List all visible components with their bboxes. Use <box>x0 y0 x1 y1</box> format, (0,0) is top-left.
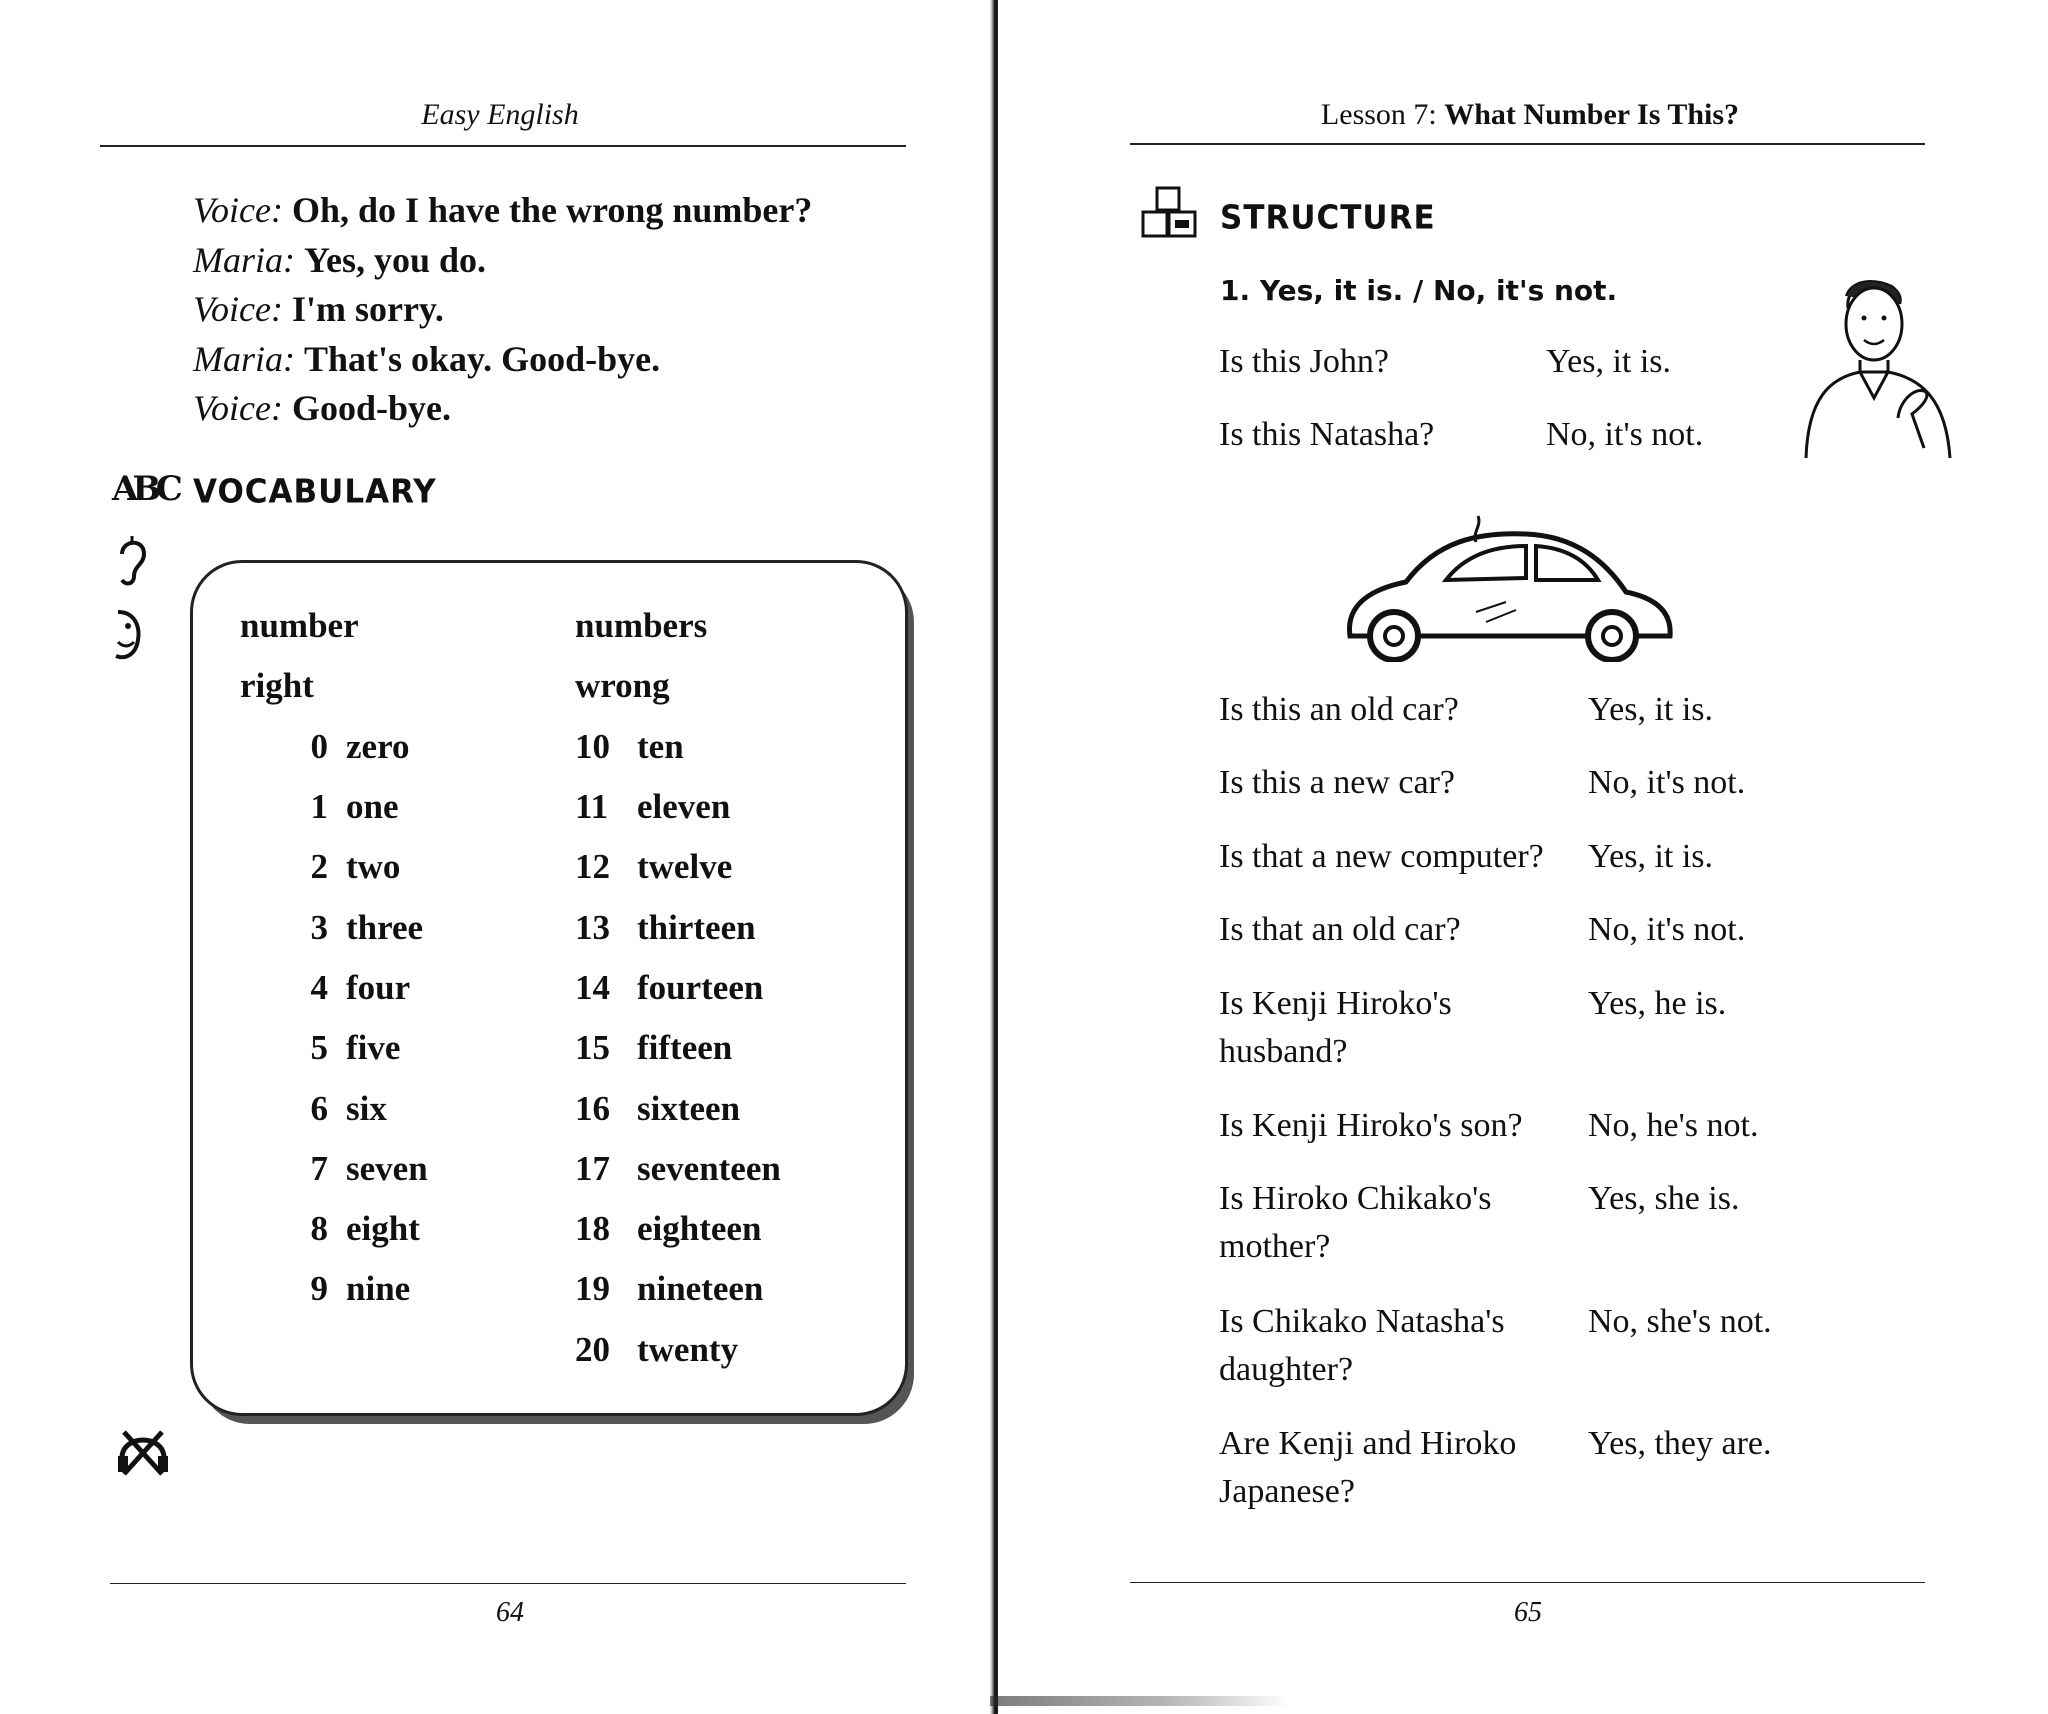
question: Is this John? <box>1219 343 1389 380</box>
utterance: I'm sorry. <box>291 289 444 329</box>
question: Are Kenji and Hiroko Japanese? <box>1219 1425 1517 1510</box>
answer: No, he's not. <box>1588 1107 1759 1144</box>
footer-rule-right <box>1130 1582 1925 1583</box>
vocabulary-item <box>575 1199 781 1259</box>
vocabulary-word: numbers <box>575 606 708 646</box>
vocabulary-word: seven <box>346 1148 428 1188</box>
left-page <box>0 0 992 1714</box>
vocabulary-number: 2 <box>310 847 328 887</box>
question: Is this Natasha? <box>1219 416 1435 453</box>
vocabulary-word: wrong <box>575 666 670 706</box>
vocabulary-number: 3 <box>310 907 328 947</box>
blocks-icon <box>1137 184 1201 240</box>
vocabulary-right-column <box>575 596 781 1380</box>
running-head: Easy English <box>421 98 579 131</box>
question: Is Chikako Natasha's daughter? <box>1219 1303 1505 1388</box>
vocabulary-item <box>575 1320 781 1380</box>
vocabulary-item <box>575 1139 781 1199</box>
vocabulary-item <box>575 1018 781 1078</box>
vocabulary-word: ten <box>637 726 684 766</box>
answer: Yes, they are. <box>1588 1425 1772 1462</box>
vocabulary-item <box>575 897 781 957</box>
question: Is this an old car? <box>1219 691 1459 728</box>
question: Is this a new car? <box>1219 764 1456 801</box>
vocabulary-word: twenty <box>637 1329 739 1369</box>
vocabulary-left-column <box>240 596 428 1320</box>
vocabulary-number: 6 <box>310 1088 328 1128</box>
vocabulary-word: nine <box>346 1269 411 1309</box>
vocabulary-item <box>240 596 428 656</box>
vocabulary-number: 10 <box>575 726 610 766</box>
vocabulary-word: eight <box>346 1209 420 1249</box>
page-number-right: 65 <box>1514 1597 1542 1628</box>
answer: Yes, it is. <box>1588 838 1714 875</box>
vocabulary-word: zero <box>346 726 410 766</box>
vocabulary-item <box>575 1259 781 1319</box>
answer: No, it's not. <box>1588 911 1746 948</box>
headphones-icon <box>114 1424 172 1480</box>
vocabulary-item <box>575 837 781 897</box>
question: Is that a new computer? <box>1219 838 1544 875</box>
vocabulary-number: 12 <box>575 847 610 887</box>
utterance: Yes, you do. <box>304 239 487 280</box>
vocabulary-number: 19 <box>575 1269 610 1309</box>
vocabulary-item <box>575 1078 781 1138</box>
vocabulary-word: number <box>240 606 359 646</box>
speaker: Voice: <box>193 190 283 230</box>
vocabulary-item <box>240 1078 428 1138</box>
vocabulary-word: right <box>240 666 314 706</box>
vocabulary-word: eleven <box>637 787 731 827</box>
lesson-title: What Number Is This? <box>1444 98 1740 131</box>
vocabulary-number: 1 <box>310 787 328 827</box>
vocabulary-word: six <box>346 1088 387 1128</box>
dialogue-line <box>193 285 812 335</box>
vocabulary-word: fifteen <box>637 1028 733 1068</box>
ear-icon <box>114 534 148 590</box>
dialogue-line <box>193 335 812 385</box>
dialogue <box>193 186 812 434</box>
question: Is Kenji Hiroko's son? <box>1219 1107 1523 1144</box>
dialogue-line <box>193 236 812 286</box>
vocabulary-heading: VOCABULARY <box>193 473 437 511</box>
question: Is Kenji Hiroko's husband? <box>1219 985 1452 1070</box>
vocabulary-item <box>240 777 428 837</box>
vocabulary-item <box>240 1139 428 1199</box>
vocabulary-item <box>240 1259 428 1319</box>
vocabulary-item <box>240 897 428 957</box>
answer: No, she's not. <box>1588 1303 1772 1340</box>
vocabulary-number: 0 <box>310 726 328 766</box>
vocabulary-word: thirteen <box>637 907 756 947</box>
vocabulary-number: 11 <box>575 787 609 827</box>
book-spine <box>990 0 998 1714</box>
vocabulary-number: 9 <box>310 1269 328 1309</box>
utterance: Oh, do I have the wrong number? <box>291 190 813 230</box>
car-illustration <box>1336 512 1686 662</box>
answer: Yes, she is. <box>1588 1180 1740 1217</box>
vocabulary-number: 15 <box>575 1028 610 1068</box>
vocabulary-word: twelve <box>637 847 733 887</box>
speaker: Voice: <box>193 388 283 428</box>
page-number: 64 <box>496 1597 524 1628</box>
vocabulary-word: fourteen <box>637 967 764 1007</box>
vocabulary-number: 13 <box>575 907 610 947</box>
utterance: That's okay. Good-bye. <box>304 338 661 379</box>
speaker: Maria: <box>193 239 295 280</box>
man-illustration <box>1800 268 1960 468</box>
answer: No, it's not. <box>1588 764 1746 801</box>
vocabulary-number: 20 <box>575 1329 610 1369</box>
vocabulary-item <box>575 958 781 1018</box>
vocabulary-item <box>240 656 428 716</box>
answer: No, it's not. <box>1546 416 1704 453</box>
speaker: Maria: <box>193 338 295 379</box>
running-head-right <box>1130 98 1930 132</box>
vocabulary-number: 14 <box>575 967 610 1007</box>
vocabulary-number: 7 <box>310 1148 328 1188</box>
vocabulary-item <box>575 717 781 777</box>
vocabulary-word: sixteen <box>637 1088 741 1128</box>
structure-heading: STRUCTURE <box>1220 199 1436 237</box>
vocabulary-number: 17 <box>575 1148 610 1188</box>
structure-subheading: 1. Yes, it is. / No, it's not. <box>1220 274 1618 307</box>
vocabulary-item <box>240 837 428 897</box>
vocabulary-item <box>575 777 781 837</box>
vocabulary-word: three <box>346 907 424 947</box>
speaker: Voice: <box>193 289 283 329</box>
utterance: Good-bye. <box>291 388 451 428</box>
vocabulary-item <box>575 656 781 716</box>
vocabulary-number: 4 <box>310 967 328 1007</box>
question: Is that an old car? <box>1219 911 1461 948</box>
answer: Yes, it is. <box>1546 343 1672 380</box>
vocabulary-number: 18 <box>575 1209 610 1249</box>
vocabulary-word: five <box>346 1028 401 1068</box>
vocabulary-item <box>240 1018 428 1078</box>
dialogue-line <box>193 186 812 236</box>
vocabulary-word: four <box>346 967 411 1007</box>
vocabulary-number: 16 <box>575 1088 610 1128</box>
footer-rule <box>110 1583 906 1584</box>
vocabulary-item <box>575 596 781 656</box>
speaking-face-icon <box>108 606 146 664</box>
lesson-number: Lesson 7: <box>1320 98 1437 131</box>
dialogue-line <box>193 384 812 434</box>
header-rule <box>100 145 906 147</box>
answer: Yes, it is. <box>1588 691 1714 728</box>
vocabulary-number: 5 <box>310 1028 328 1068</box>
vocabulary-item <box>240 958 428 1018</box>
vocabulary-number: 8 <box>310 1209 328 1249</box>
vocabulary-item <box>240 717 428 777</box>
question: Is Hiroko Chikako's mother? <box>1219 1180 1492 1265</box>
vocabulary-word: nineteen <box>637 1269 764 1309</box>
vocabulary-word: two <box>346 847 401 887</box>
header-rule-right <box>1130 143 1925 145</box>
vocabulary-word: seventeen <box>637 1148 781 1188</box>
answer: Yes, he is. <box>1588 985 1727 1022</box>
abc-icon: ABC <box>112 469 177 509</box>
vocabulary-word: one <box>346 787 399 827</box>
vocabulary-word: eighteen <box>637 1209 762 1249</box>
vocabulary-item <box>240 1199 428 1259</box>
